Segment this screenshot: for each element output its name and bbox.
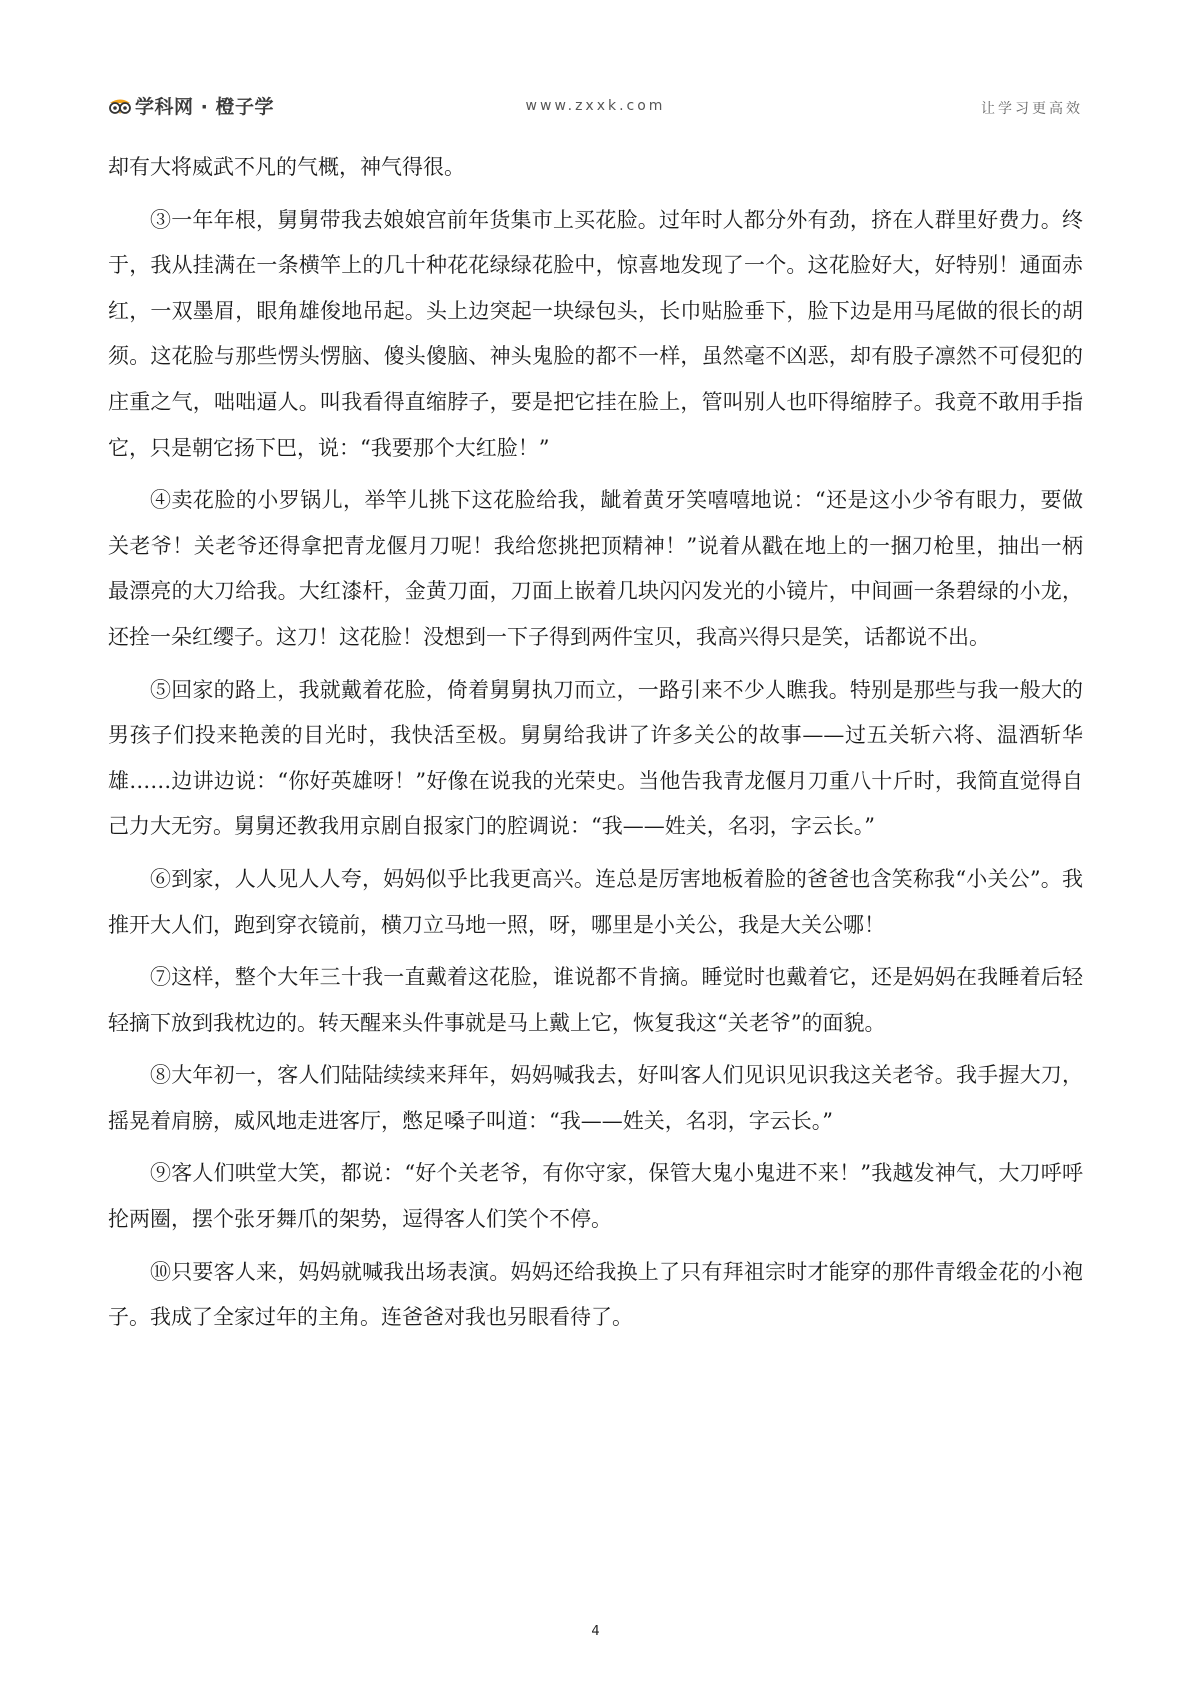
paragraph: ④卖花脸的小罗锅儿，举竿儿挑下这花脸给我，龇着黄牙笑嘻嘻地说：“还是这小少爷有眼力，要做关老爷！关老爷还得拿把青龙偃月刀呢！我给您挑把顶精神！”说着从戳在地上的一捆刀枪里，抽出一柄最漂亮的大刀给我。大红漆杆，金黄刀面，刀面上嵌着几块闪闪发光的小镜片，中间画一条碧绿的小龙，还拴一朵红缨子。这刀！这花脸！没想到一下子得到两件宝贝，我高兴得只是笑，话都说不出。 — [108, 488, 1083, 649]
page-header — [108, 88, 1083, 124]
paragraph: 却有大将威武不凡的气概，神气得很。 — [108, 155, 465, 179]
paragraph: ⑤回家的路上，我就戴着花脸，倚着舅舅执刀而立，一路引来不少人瞧我。特别是那些与我一般大的男孩子们投来艳羡的目光时，我快活至极。舅舅给我讲了许多关公的故事——过五关斩六将、温酒斩华雄……边讲边说：“你好英雄呀！”好像在说我的光荣史。当他告我青龙偃月刀重八十斤时，我简直觉得自己力大无穷。舅舅还教我用京剧自报家门的腔调说：“我——姓关，名羽，字云长。” — [108, 677, 1083, 839]
logo-text: 学科网 · 橙子学 — [135, 96, 274, 118]
site-slogan: 让学习更高效 — [981, 101, 1083, 117]
paragraph: ⑩只要客人来，妈妈就喊我出场表演。妈妈还给我换上了只有拜祖宗时才能穿的那件青缎金花的小袍子。我成了全家过年的主角。连爸爸对我也另眼看待了。 — [108, 1259, 1083, 1330]
paragraph: ③一年年根，舅舅带我去娘娘宫前年货集市上买花脸。过年时人都分外有劲，挤在人群里好费力。终于，我从挂满在一条横竿上的几十种花花绿绿花脸中，惊喜地发现了一个。这花脸好大，好特别！通面赤红，一双墨眉，眼角雄俊地吊起。头上边突起一块绿包头，长巾贴脸垂下，脸下边是用马尾做的很长的胡须。这花脸与那些愣头愣脑、傻头傻脑、神头鬼脸的都不一样，虽然毫不凶恶，却有股子凛然不可侵犯的庄重之气，咄咄逼人。叫我看得直缩脖子，要是把它挂在脸上，管叫别人也吓得缩脖子。我竟不敢用手指它，只是朝它扬下巴，说：“我要那个大红脸！” — [108, 207, 1083, 460]
paragraph: ⑨客人们哄堂大笑，都说：“好个关老爷，有你守家，保管大鬼小鬼进不来！”我越发神气，大刀呼呼抡两圈，摆个张牙舞爪的架势，逗得客人们笑个不停。 — [108, 1161, 1083, 1232]
paragraph: ⑥到家，人人见人人夸，妈妈似乎比我更高兴。连总是厉害地板着脸的爸爸也含笑称我“小关公”。我推开大人们，跑到穿衣镜前，横刀立马地一照，呀，哪里是小关公，我是大关公哪！ — [108, 866, 1083, 937]
site-url[interactable]: www.zxxk.com — [525, 98, 666, 114]
paragraph: ⑦这样，整个大年三十我一直戴着这花脸，谁说都不肯摘。睡觉时也戴着它，还是妈妈在我睡着后轻轻摘下放到我枕边的。转天醒来头件事就是马上戴上它，恢复我这“关老爷”的面貌。 — [108, 965, 1083, 1035]
document-body — [108, 145, 1083, 1348]
paragraph: ⑧大年初一，客人们陆陆续续来拜年，妈妈喊我去，好叫客人们见识见识我这关老爷。我手握大刀，摇晃着肩膀，威风地走进客厅，憋足嗓子叫道：“我——姓关，名羽，字云长。” — [108, 1063, 1083, 1133]
page-number: 4 — [591, 1624, 600, 1639]
